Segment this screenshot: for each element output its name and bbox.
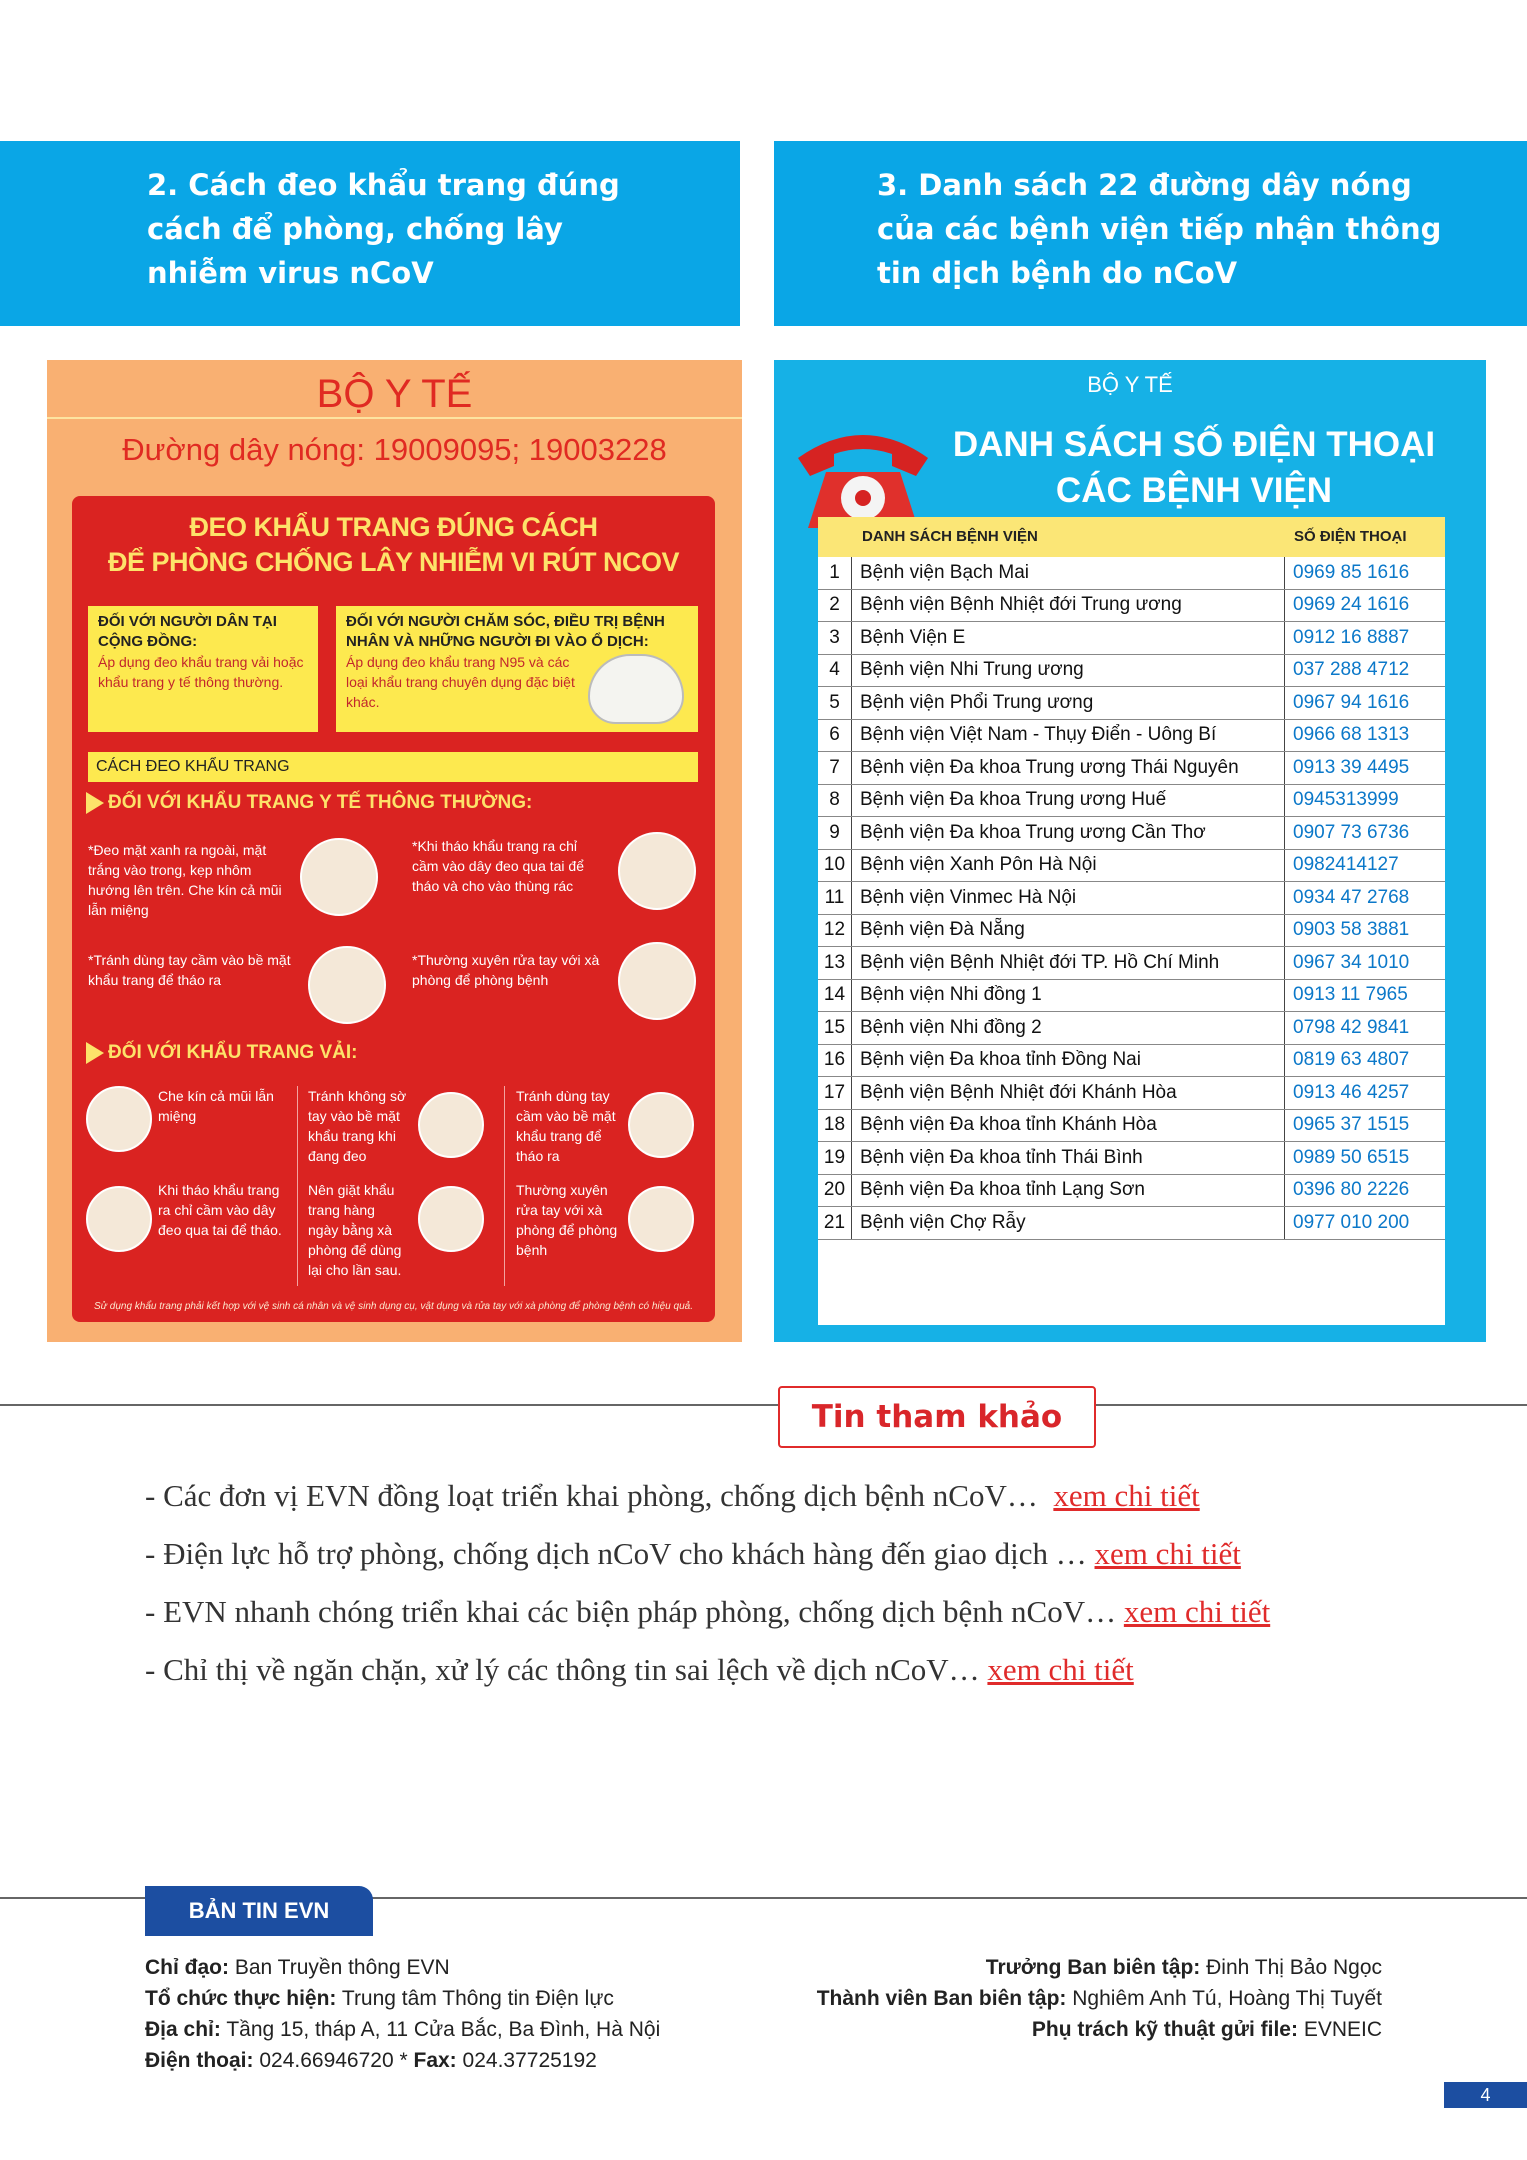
reference-text: - Điện lực hỗ trợ phòng, chống dịch nCoV cho khách hàng đến giao dịch …	[145, 1536, 1087, 1571]
hospital-name: Bệnh viện Chợ Rẫy	[852, 1207, 1285, 1240]
medical-tip: *Tránh dùng tay cầm vào bề mặt khẩu trang để tháo ra	[88, 952, 291, 988]
table-row	[818, 947, 1445, 980]
table-row	[818, 589, 1445, 622]
row-number: 11	[818, 882, 852, 915]
hospital-name: Bệnh viện Xanh Pôn Hà Nội	[852, 849, 1285, 882]
child-mask-icon	[86, 1186, 152, 1252]
reference-item	[145, 1478, 1200, 1514]
hospital-name: Bệnh viện Việt Nam - Thụy Điển - Uông Bí	[852, 719, 1285, 752]
wash-mask-icon	[418, 1186, 484, 1252]
hospital-name: Bệnh viện Bệnh Nhiệt đới Trung ương	[852, 589, 1285, 622]
community-box-title: ĐỐI VỚI NGƯỜI DÂN TẠI CỘNG ĐỒNG:	[98, 613, 277, 650]
reference-link[interactable]: xem chi tiết	[1094, 1536, 1241, 1571]
reference-link[interactable]: xem chi tiết	[987, 1652, 1134, 1687]
hospital-name: Bệnh Viện E	[852, 622, 1285, 655]
cloth-tip: Tránh dùng tay cầm vào bề mặt khẩu trang để tháo ra	[516, 1088, 616, 1164]
table-header	[818, 517, 1445, 557]
medical-tip: *Đeo mặt xanh ra ngoài, mặt trắng vào trong, kẹp nhôm hướng lên trên. Che kín cả mũi lẫn miệng	[88, 842, 282, 918]
medical-mask-heading	[86, 792, 532, 814]
footer-credit: Điện thoại: 024.66946720 * Fax: 024.37725192	[145, 2049, 597, 2072]
hospital-name: Bệnh viện Đa khoa tỉnh Lạng Sơn	[852, 1174, 1285, 1207]
column-header-phone: SỐ ĐIỆN THOẠI	[1294, 528, 1407, 545]
hospital-name: Bệnh viện Bạch Mai	[852, 557, 1285, 589]
community-box-desc: Áp dụng đeo khẩu trang vải hoặc khẩu trang y tế thông thường.	[98, 654, 304, 690]
section-heading-mask	[0, 141, 740, 326]
table-row	[818, 979, 1445, 1012]
row-number: 9	[818, 817, 852, 850]
row-number: 13	[818, 947, 852, 980]
n95-mask-icon	[588, 654, 684, 724]
row-number: 20	[818, 1174, 852, 1207]
footer-editor: Phụ trách kỹ thuật gửi file: EVNEIC	[1031, 2018, 1382, 2041]
hospital-phone: 0913 46 4257	[1285, 1077, 1446, 1110]
row-number: 1	[818, 557, 852, 589]
footer-credit: Chỉ đạo: Ban Truyền thông EVN	[145, 1956, 450, 1979]
how-to-wear-label: CÁCH ĐEO KHẨU TRANG	[88, 752, 698, 782]
newsletter-badge: BẢN TIN EVN	[145, 1886, 373, 1936]
row-number: 7	[818, 752, 852, 785]
section-heading-line: nhiễm virus nCoV	[147, 256, 434, 290]
hospital-name: Bệnh viện Đa khoa Trung ương Huế	[852, 784, 1285, 817]
row-number: 14	[818, 979, 852, 1012]
row-number: 6	[818, 719, 852, 752]
hospital-phone: 0912 16 8887	[1285, 622, 1446, 655]
reference-text: - Các đơn vị EVN đồng loạt triển khai phòng, chống dịch bệnh nCoV…	[145, 1478, 1038, 1513]
cloth-mask-heading	[86, 1042, 358, 1064]
section-heading-line: 2. Cách đeo khẩu trang đúng	[147, 168, 620, 202]
table-row	[818, 1012, 1445, 1045]
caregiver-box	[336, 606, 698, 732]
hospital-phone: 0396 80 2226	[1285, 1174, 1446, 1207]
hospital-phone: 0934 47 2768	[1285, 882, 1446, 915]
reference-text: - Chỉ thị về ngăn chặn, xử lý các thông tin sai lệch về dịch nCoV…	[145, 1652, 980, 1687]
hospital-name: Bệnh viện Đa khoa tỉnh Đồng Nai	[852, 1044, 1285, 1077]
row-number: 3	[818, 622, 852, 655]
face-mask-icon	[300, 838, 378, 916]
reference-item	[145, 1594, 1270, 1630]
reference-item	[145, 1536, 1241, 1572]
table-row	[818, 1109, 1445, 1142]
hospital-name: Bệnh viện Đà Nẵng	[852, 914, 1285, 947]
table-row	[818, 1044, 1445, 1077]
hospital-name: Bệnh viện Bệnh Nhiệt đới TP. Hồ Chí Minh	[852, 947, 1285, 980]
section-heading-line: của các bệnh viện tiếp nhận thông	[877, 212, 1442, 246]
row-number: 15	[818, 1012, 852, 1045]
table-row	[818, 622, 1445, 655]
row-number: 19	[818, 1142, 852, 1175]
cloth-tip: Nên giặt khẩu trang hàng ngày bằng xà phòng để dùng lại cho lần sau.	[308, 1182, 402, 1278]
table-row	[818, 1174, 1445, 1207]
hospital-phone: 0966 68 1313	[1285, 719, 1446, 752]
hospital-phone: 0945313999	[1285, 784, 1446, 817]
row-number: 21	[818, 1207, 852, 1240]
poster-org: BỘ Y TẾ	[316, 372, 473, 416]
table-row	[818, 719, 1445, 752]
footer-editor: Thành viên Ban biên tập: Nghiêm Anh Tú, Hoàng Thị Tuyết	[816, 1987, 1382, 2010]
column-divider	[297, 1086, 298, 1286]
reference-divider	[0, 1404, 1527, 1406]
cloth-tip: Khi tháo khẩu trang ra chỉ cầm vào dây đeo qua tai để tháo.	[158, 1182, 282, 1238]
hospital-phone: 0967 94 1616	[1285, 687, 1446, 720]
row-number: 16	[818, 1044, 852, 1077]
reference-item	[145, 1652, 1134, 1688]
poster-title-line: DANH SÁCH SỐ ĐIỆN THOẠI	[952, 425, 1436, 464]
hospital-phone: 0913 39 4495	[1285, 752, 1446, 785]
hospital-phone: 0967 34 1010	[1285, 947, 1446, 980]
hospital-list	[818, 557, 1445, 1240]
caregiver-box-desc: Áp dụng đeo khẩu trang N95 và các loại khẩu trang chuyên dụng đặc biệt khác.	[346, 654, 575, 710]
hospital-phone: 0969 85 1616	[1285, 557, 1446, 589]
poster-title-line: CÁC BỆNH VIỆN	[1055, 471, 1333, 510]
cloth-tip: Che kín cả mũi lẫn miệng	[158, 1088, 274, 1124]
hospital-name: Bệnh viện Đa khoa tỉnh Khánh Hòa	[852, 1109, 1285, 1142]
row-number: 10	[818, 849, 852, 882]
hospital-phone: 0965 37 1515	[1285, 1109, 1446, 1142]
reference-link[interactable]: xem chi tiết	[1123, 1594, 1271, 1629]
table-row	[818, 752, 1445, 785]
community-box	[88, 606, 318, 732]
caregiver-box-title: ĐỐI VỚI NGƯỜI CHĂM SÓC, ĐIỀU TRỊ BỆNH NHÂN VÀ NHỮNG NGƯỜI ĐI VÀO Ổ DỊCH:	[346, 613, 665, 650]
telephone-icon	[788, 420, 938, 532]
poster-title	[934, 422, 1454, 514]
table-row	[818, 1207, 1445, 1240]
hospital-phone: 0977 010 200	[1285, 1207, 1446, 1240]
column-divider	[504, 1086, 505, 1286]
hotline-poster	[774, 360, 1486, 1342]
column-header-hospital: DANH SÁCH BỆNH VIỆN	[862, 528, 1038, 545]
hospital-table	[818, 517, 1445, 1325]
footer-credit: Tổ chức thực hiện: Trung tâm Thông tin Điện lực	[145, 1987, 614, 2010]
row-number: 2	[818, 589, 852, 622]
poster-divider	[47, 417, 742, 419]
mask-poster	[47, 360, 742, 1342]
poster-org: BỘ Y TẾ	[1087, 372, 1173, 397]
triangle-icon	[86, 1042, 104, 1064]
hospital-phone: 0907 73 6736	[1285, 817, 1446, 850]
poster-hotline: Đường dây nóng: 19009095; 19003228	[122, 432, 667, 467]
section-heading-hotlines	[774, 141, 1527, 326]
row-number: 8	[818, 784, 852, 817]
footer-credit: Địa chỉ: Tầng 15, tháp A, 11 Cửa Bắc, Ba Đình, Hà Nội	[145, 2018, 661, 2041]
no-touch-icon	[308, 946, 386, 1024]
hospital-name: Bệnh viện Nhi đồng 1	[852, 979, 1285, 1012]
hand-wash-icon	[628, 1186, 694, 1252]
hospital-phone: 037 288 4712	[1285, 654, 1446, 687]
footer-editor: Trưởng Ban biên tập: Đinh Thị Bảo Ngọc	[985, 1956, 1382, 1979]
table-row	[818, 784, 1445, 817]
table-row	[818, 654, 1445, 687]
table-row	[818, 914, 1445, 947]
row-number: 5	[818, 687, 852, 720]
page-number: 4	[1444, 2082, 1527, 2108]
hospital-name: Bệnh viện Vinmec Hà Nội	[852, 882, 1285, 915]
table-row	[818, 557, 1445, 589]
poster-heading-line: ĐEO KHẨU TRANG ĐÚNG CÁCH	[189, 512, 598, 542]
table-row	[818, 687, 1445, 720]
table-row	[818, 849, 1445, 882]
hospital-phone: 0819 63 4807	[1285, 1044, 1446, 1077]
cloth-tip: Thường xuyên rửa tay với xà phòng để phòng bệnh	[516, 1182, 618, 1258]
woman-mask-icon	[418, 1092, 484, 1158]
cloth-tip: Tránh không sờ tay vào bề mặt khẩu trang khi đang đeo	[308, 1088, 407, 1164]
remove-mask-icon	[618, 832, 696, 910]
section-heading-line: tin dịch bệnh do nCoV	[877, 256, 1238, 290]
hospital-name: Bệnh viện Bệnh Nhiệt đới Khánh Hòa	[852, 1077, 1285, 1110]
row-number: 4	[818, 654, 852, 687]
hospital-phone: 0903 58 3881	[1285, 914, 1446, 947]
row-number: 12	[818, 914, 852, 947]
poster-heading	[72, 510, 715, 580]
hospital-phone: 0982414127	[1285, 849, 1446, 882]
hospital-name: Bệnh viện Đa khoa Trung ương Thái Nguyên	[852, 752, 1285, 785]
medical-mask-heading-text: ĐỐI VỚI KHẨU TRANG Y TẾ THÔNG THƯỜNG:	[108, 792, 533, 814]
hand-wash-icon	[618, 942, 696, 1020]
reference-label: Tin tham khảo	[778, 1386, 1096, 1448]
reference-link[interactable]: xem chi tiết	[1053, 1478, 1200, 1513]
row-number: 17	[818, 1077, 852, 1110]
table-row	[818, 882, 1445, 915]
hospital-name: Bệnh viện Nhi Trung ương	[852, 654, 1285, 687]
hospital-phone: 0913 11 7965	[1285, 979, 1446, 1012]
medical-tip: *Khi tháo khẩu trang ra chỉ cầm vào dây đeo qua tai để tháo và cho vào thùng rác	[412, 838, 585, 894]
table-row	[818, 1077, 1445, 1110]
face-covered-icon	[86, 1086, 152, 1152]
hospital-name: Bệnh viện Phổi Trung ương	[852, 687, 1285, 720]
poster-footnote: Sử dụng khẩu trang phải kết hợp với vệ sinh cá nhân và vệ sinh dụng cụ, vật dụng và rửa tay với xà phòng để phòng bệnh có hiệu quả.	[94, 1301, 693, 1312]
hospital-name: Bệnh viện Đa khoa tỉnh Thái Bình	[852, 1142, 1285, 1175]
hospital-phone: 0798 42 9841	[1285, 1012, 1446, 1045]
triangle-icon	[86, 792, 104, 814]
poster-panel	[72, 496, 715, 1322]
reference-text: - EVN nhanh chóng triển khai các biện pháp phòng, chống dịch bệnh nCoV…	[145, 1594, 1117, 1629]
section-heading-line: 3. Danh sách 22 đường dây nóng	[877, 168, 1412, 202]
cloth-mask-heading-text: ĐỐI VỚI KHẨU TRANG VẢI:	[108, 1042, 358, 1064]
poster-heading-line: ĐỂ PHÒNG CHỐNG LÂY NHIỄM VI RÚT NCOV	[107, 547, 680, 577]
no-touch-icon	[628, 1092, 694, 1158]
table-row	[818, 1142, 1445, 1175]
medical-tip: *Thường xuyên rửa tay với xà phòng để phòng bệnh	[412, 952, 600, 988]
row-number: 18	[818, 1109, 852, 1142]
hospital-name: Bệnh viện Đa khoa Trung ương Cần Thơ	[852, 817, 1285, 850]
hospital-phone: 0989 50 6515	[1285, 1142, 1446, 1175]
table-row	[818, 817, 1445, 850]
hospital-name: Bệnh viện Nhi đồng 2	[852, 1012, 1285, 1045]
section-heading-line: cách để phòng, chống lây	[147, 212, 563, 246]
hospital-phone: 0969 24 1616	[1285, 589, 1446, 622]
